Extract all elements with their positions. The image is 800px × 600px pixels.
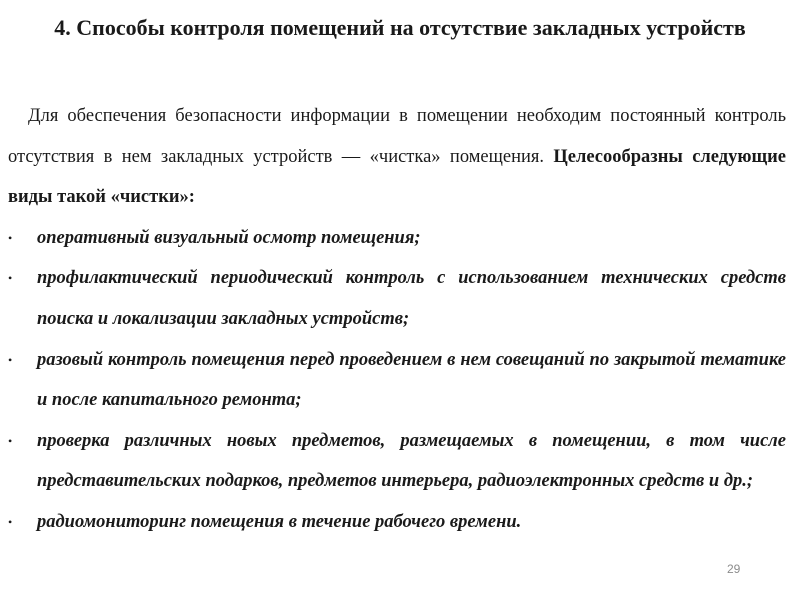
bullet-icon: • [8, 352, 13, 367]
bullet-icon: • [8, 230, 13, 245]
list-item-text: оперативный визуальный осмотр помещения; [37, 227, 421, 248]
slide-body [8, 96, 786, 543]
list-item [8, 421, 786, 502]
list-item-text: проверка различных новых предметов, размещаемых в помещении, в том числе представительских подарков, предметов интерьера, радиоэлектронных средств и др.; [37, 430, 786, 492]
bullet-icon: • [8, 271, 13, 286]
bullet-list [8, 218, 786, 543]
list-item [8, 258, 786, 339]
list-item-text: разовый контроль помещения перед проведением в нем совещаний по закрытой тематике и после капитального ремонта; [37, 349, 786, 411]
intro-bold-text: Целесообразны следующие виды такой «чистки»: [8, 146, 786, 208]
intro-paragraph [8, 96, 786, 218]
page-number: 29 [727, 562, 741, 576]
list-item [8, 340, 786, 421]
bullet-icon: • [8, 433, 13, 448]
intro-text: Для обеспечения безопасности информации в помещении необходим постоянный контроль отсутствия в нем закладных устройств — «чистка» помещения. [8, 106, 786, 167]
list-item [8, 502, 786, 543]
list-item-text: радиомониторинг помещения в течение рабочего времени. [37, 511, 522, 532]
list-item-text: профилактический периодический контроль с использованием технических средств поиска и локализации закладных устройств; [37, 268, 786, 329]
list-item [8, 218, 786, 259]
bullet-icon: • [8, 514, 13, 529]
slide-title: 4. Способы контроля помещений на отсутствие закладных устройств [54, 15, 746, 40]
